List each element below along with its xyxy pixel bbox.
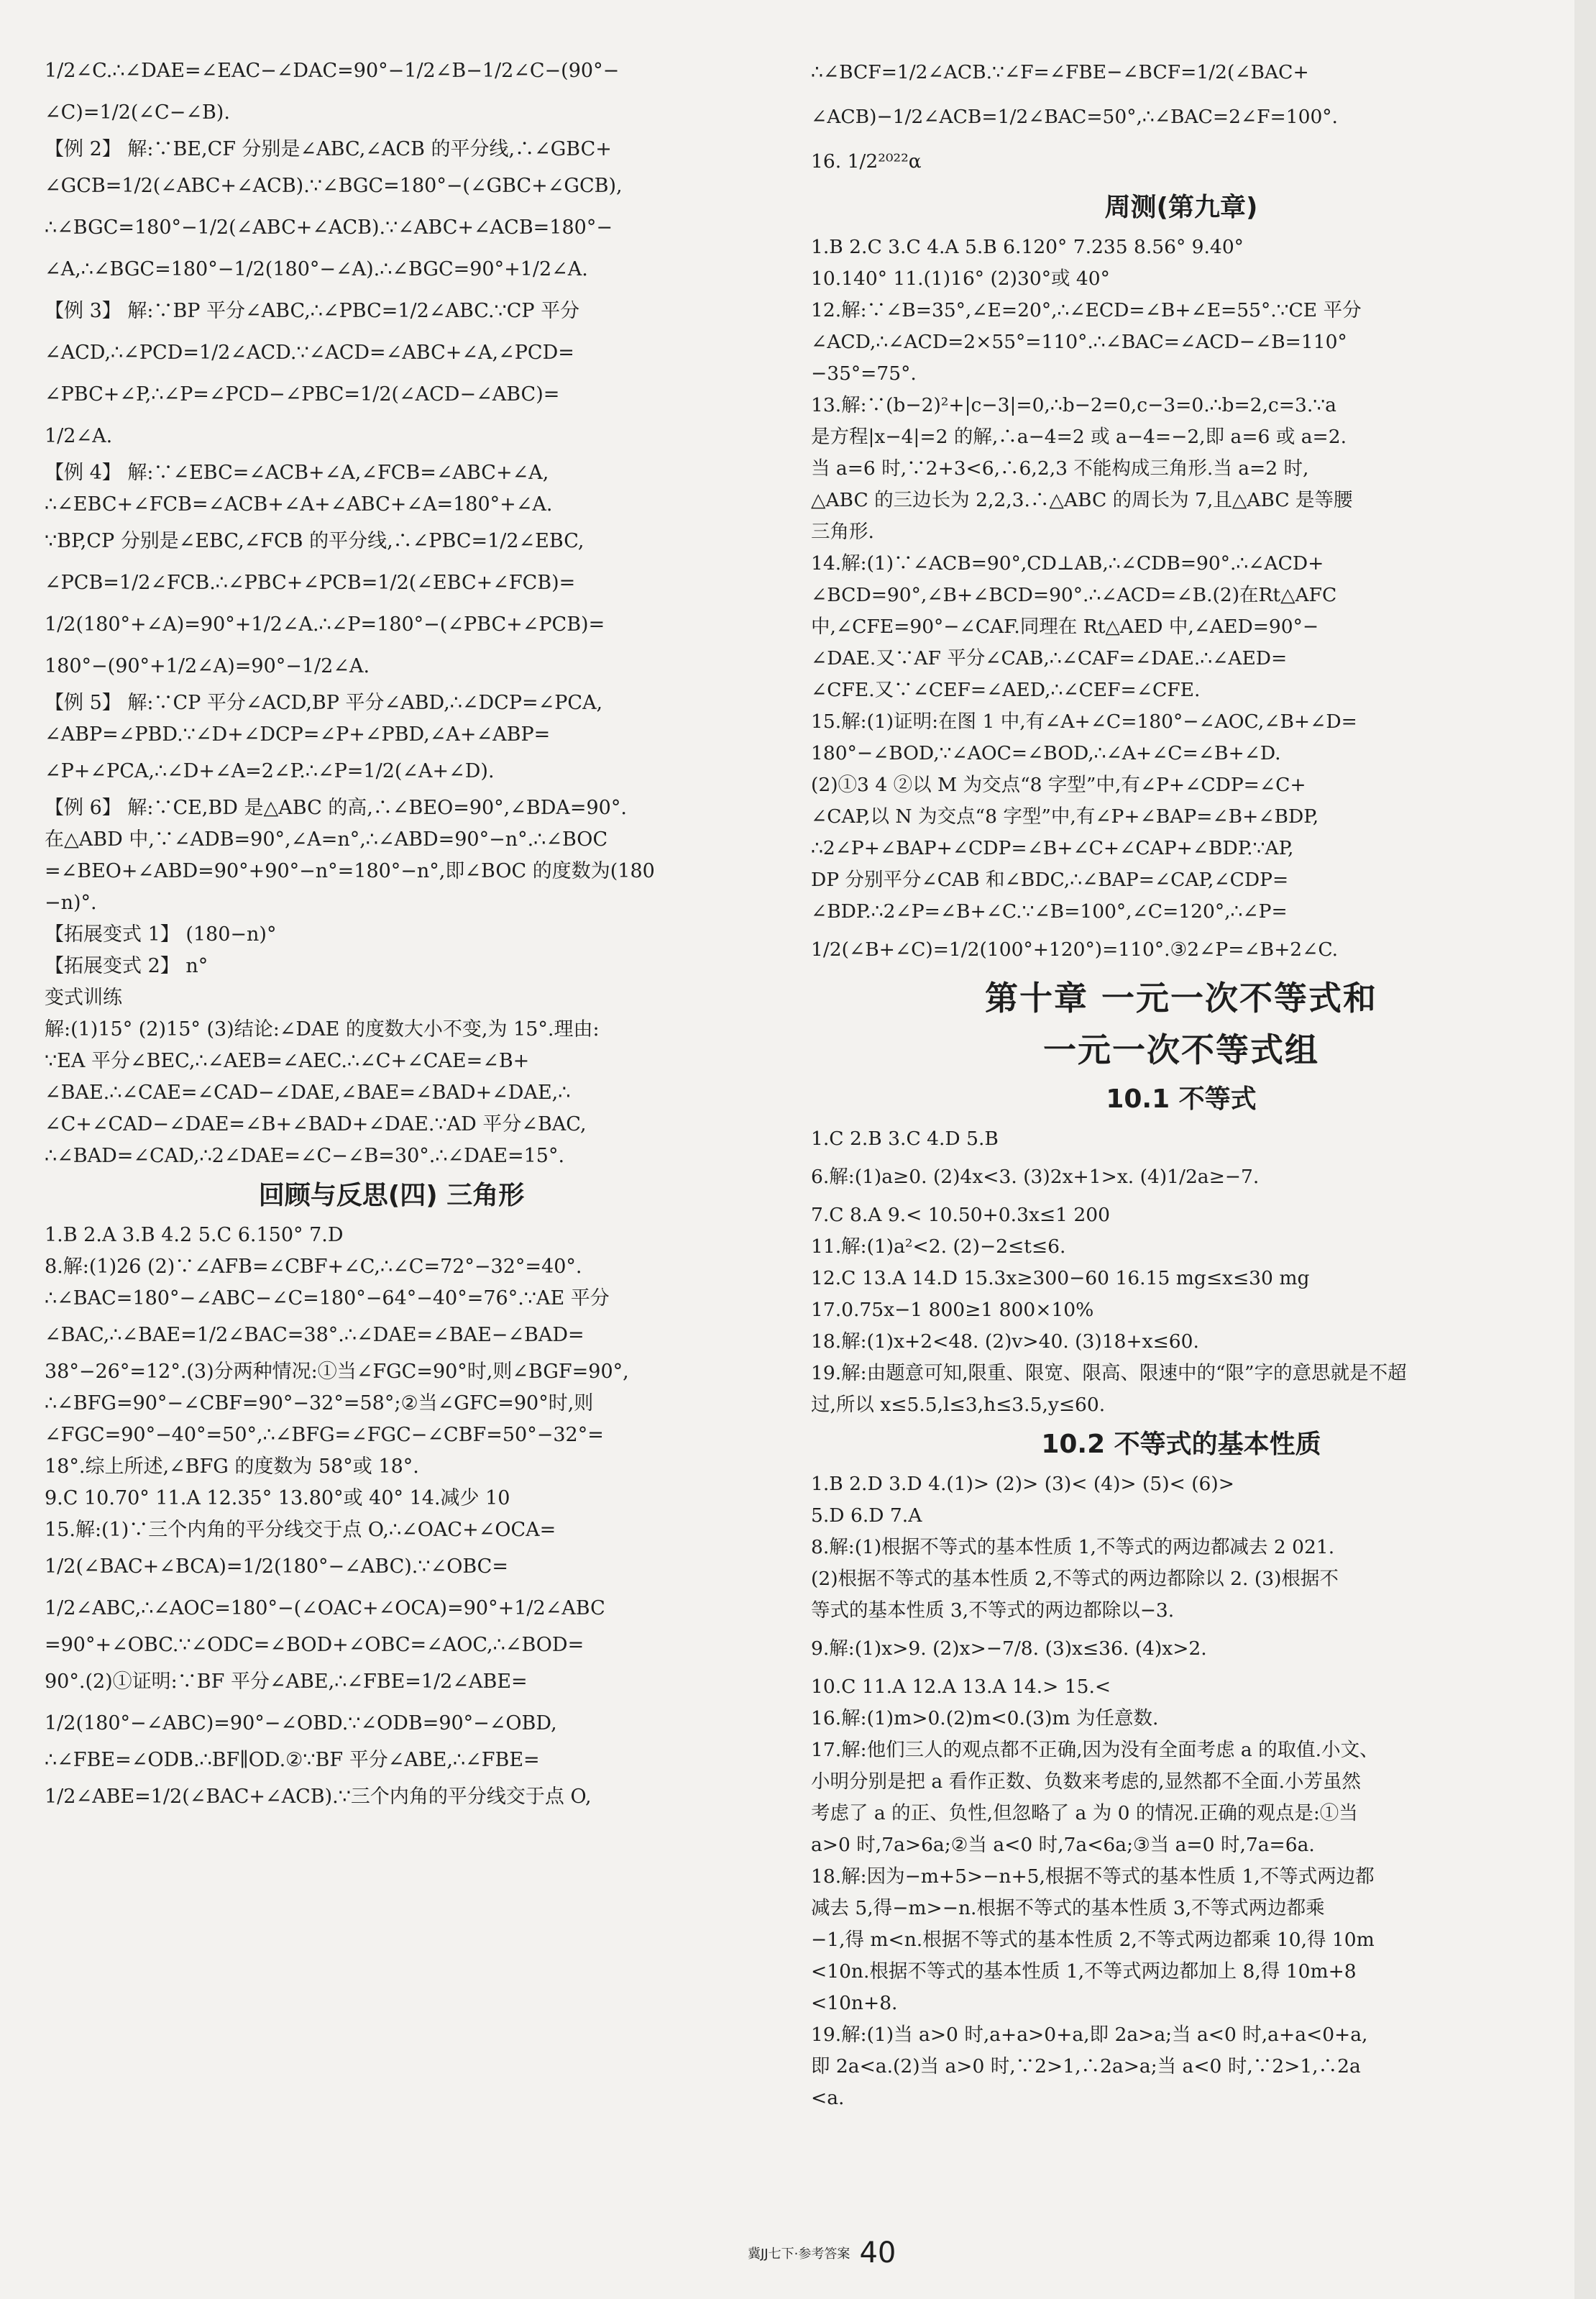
text-line: 【拓展变式 1】 (180−n)° [45,923,277,946]
text-line: ∠BAE.∴∠CAE=∠CAD−∠DAE,∠BAE=∠BAD+∠DAE,∴ [45,1082,571,1104]
section-heading: 10.1 不等式 [1106,1084,1257,1114]
text-line: ∠BAC,∴∠BAE=1/2∠BAC=38°.∴∠DAE=∠BAE−∠BAD= [45,1324,584,1346]
text-line: 【例 4】 解:∵∠EBC=∠ACB+∠A,∠FCB=∠ABC+∠A, [45,462,549,484]
text-line: 8.解:(1)26 (2)∵∠AFB=∠CBF+∠C,∴∠C=72°−32°=40°. [45,1256,582,1278]
text-line: (2)根据不等式的基本性质 2,不等式的两边都除以 2. (3)根据不 [811,1568,1339,1590]
text-line: △ABC 的三边长为 2,2,3.∴△ABC 的周长为 7,且△ABC 是等腰 [811,489,1353,511]
text-line: ∴∠FBE=∠ODB.∴BF∥OD.②∵BF 平分∠ABE,∴∠FBE= [45,1749,540,1771]
text-line: 7.C 8.A 9.< 10.50+0.3x≤1 200 [811,1204,1110,1226]
text-line: 17.0.75x−1 800≥1 800×10% [811,1299,1094,1321]
text-line: 1.B 2.C 3.C 4.A 5.B 6.120° 7.235 8.56° 9.40° [811,236,1244,258]
text-line: −n)°. [45,892,97,914]
text-line: ∠C+∠CAD−∠DAE=∠B+∠BAD+∠DAE.∵AD 平分∠BAC, [45,1113,587,1135]
text-line: 当 a=6 时,∵2+3<6,∴6,2,3 不能构成三角形.当 a=2 时, [811,457,1309,480]
text-line: ∠P+∠PCA,∴∠D+∠A=2∠P.∴∠P=1/2(∠A+∠D). [45,760,495,782]
text-line: ∠GCB=1/2(∠ABC+∠ACB).∵∠BGC=180°−(∠GBC+∠GCB), [45,175,623,197]
text-line: ∠PCB=1/2∠FCB.∴∠PBC+∠PCB=1/2(∠EBC+∠FCB)= [45,572,576,594]
text-line: 在△ABD 中,∵∠ADB=90°,∠A=n°,∴∠ABD=90°−n°.∴∠BOC [45,828,608,851]
right-column [811,50,1551,2114]
text-line: ∵EA 平分∠BEC,∴∠AEB=∠AEC.∴∠C+∠CAE=∠B+ [45,1050,530,1072]
chapter-title: 一元一次不等式组 [1043,1030,1319,1069]
text-line: 17.解:他们三人的观点都不正确,因为没有全面考虑 a 的取值.小文、 [811,1739,1379,1761]
text-line: <10n.根据不等式的基本性质 1,不等式两边都加上 8,得 10m+8 [811,1960,1357,1983]
text-line: 变式训练 [45,987,122,1009]
text-line: ∴∠EBC+∠FCB=∠ACB+∠A+∠ABC+∠A=180°+∠A. [45,493,553,516]
text-line: −1,得 m<n.根据不等式的基本性质 2,不等式两边都乘 10,得 10m [811,1929,1375,1951]
text-line: 1/2∠C.∴∠DAE=∠EAC−∠DAC=90°−1/2∠B−1/2∠C−(90°− [45,60,620,82]
text-line: 13.解:∵(b−2)²+|c−3|=0,∴b−2=0,c−3=0.∴b=2,c=3.∵a [811,394,1336,416]
text-line: ∠ABP=∠PBD.∵∠D+∠DCP=∠P+∠PBD,∠A+∠ABP= [45,723,551,746]
text-line: ∠DAE.又∵AF 平分∠CAB,∴∠CAF=∠DAE.∴∠AED= [811,647,1288,669]
text-line: ∠PBC+∠P,∴∠P=∠PCD−∠PBC=1/2(∠ACD−∠ABC)= [45,383,560,406]
text-line: 等式的基本性质 3,不等式的两边都除以−3. [811,1599,1175,1622]
text-line: ∴∠BCF=1/2∠ACB.∵∠F=∠FBE−∠BCF=1/2(∠BAC+ [811,61,1309,83]
text-line: 考虑了 a 的正、负性,但忽略了 a 为 0 的情况.正确的观点是:①当 [811,1802,1358,1824]
text-line: 10.C 11.A 12.A 13.A 14.> 15.< [811,1676,1111,1698]
text-line: ∠ACB)−1/2∠ACB=1/2∠BAC=50°,∴∠BAC=2∠F=100°. [811,106,1338,128]
text-line: 38°−26°=12°.(3)分两种情况:①当∠FGC=90°时,则∠BGF=90°, [45,1361,629,1383]
text-line: 【例 2】 解:∵BE,CF 分别是∠ABC,∠ACB 的平分线,∴∠GBC+ [45,138,612,160]
text-line: 19.解:(1)当 a>0 时,a+a>0+a,即 2a>a;当 a<0 时,a+a<0+a, [811,2024,1368,2046]
text-line: 15.解:(1)∵三个内角的平分线交于点 O,∴∠OAC+∠OCA= [45,1519,556,1541]
text-line: 1.C 2.B 3.C 4.D 5.B [811,1128,999,1150]
text-line: ∠FGC=90°−40°=50°,∴∠BFG=∠FGC−∠CBF=50°−32°= [45,1424,604,1446]
text-line: 【拓展变式 2】 n° [45,955,208,977]
text-line: 6.解:(1)a≥0. (2)4x<3. (3)2x+1>x. (4)1/2a≥−7. [811,1166,1260,1188]
text-line: 1/2(180°−∠ABC)=90°−∠OBD.∵∠ODB=90°−∠OBD, [45,1712,557,1734]
text-line: <a. [811,2087,845,2109]
text-line: 小明分别是把 a 看作正数、负数来考虑的,显然都不全面.小芳虽然 [811,1770,1361,1793]
text-line: 18.解:(1)x+2<48. (2)v>40. (3)18+x≤60. [811,1330,1199,1353]
text-line: 1/2(∠BAC+∠BCA)=1/2(180°−∠ABC).∵∠OBC= [45,1555,508,1578]
text-line: 16. 1/2²⁰²²α [811,150,922,173]
text-line: 18.解:因为−m+5>−n+5,根据不等式的基本性质 1,不等式两边都 [811,1865,1375,1888]
page-number: 40 [859,2236,896,2270]
text-line: ∠CFE.又∵∠CEF=∠AED,∴∠CEF=∠CFE. [811,679,1201,701]
text-line: 15.解:(1)证明:在图 1 中,有∠A+∠C=180°−∠AOC,∠B+∠D= [811,710,1357,733]
text-line: 三角形. [811,521,874,543]
text-line: 即 2a<a.(2)当 a>0 时,∵2>1,∴2a>a;当 a<0 时,∵2>1,∴2a [811,2055,1361,2078]
left-column [45,50,738,1818]
section-heading: 10.2 不等式的基本性质 [1041,1430,1321,1459]
text-line: 90°.(2)①证明:∵BF 平分∠ABE,∴∠FBE=1/2∠ABE= [45,1670,528,1693]
text-line: 解:(1)15° (2)15° (3)结论:∠DAE 的度数大小不变,为 15°.理由: [45,1018,600,1041]
text-line: ∠CAP,以 N 为交点“8 字型”中,有∠P+∠BAP=∠B+∠BDP, [811,805,1319,828]
footer-label: 冀JJ七下·参考答案 [748,2247,850,2262]
text-line: 1/2(∠B+∠C)=1/2(100°+120°)=110°.③2∠P=∠B+2∠C. [811,938,1339,961]
text-line: 12.解:∵∠B=35°,∠E=20°,∴∠ECD=∠B+∠E=55°.∵CE 平分 [811,299,1362,321]
text-line: 12.C 13.A 14.D 15.3x≥300−60 16.15 mg≤x≤30 mg [811,1267,1310,1289]
text-line: 11.解:(1)a²<2. (2)−2≤t≤6. [811,1235,1066,1258]
text-line: 1/2∠ABE=1/2(∠BAC+∠ACB).∵三个内角的平分线交于点 O, [45,1786,592,1808]
text-line: 1/2∠A. [45,425,113,447]
text-line: =90°+∠OBC.∵∠ODC=∠BOD+∠OBC=∠AOC,∴∠BOD= [45,1634,584,1656]
page-footer [748,2236,963,2270]
text-line: ∠C)=1/2(∠C−∠B). [45,101,230,124]
text-line: 18°.综上所述,∠BFG 的度数为 58°或 18°. [45,1455,419,1478]
text-line: 1/2∠ABC,∴∠AOC=180°−(∠OAC+∠OCA)=90°+1/2∠ABC [45,1597,605,1619]
text-line: ∴∠BAD=∠CAD,∴2∠DAE=∠C−∠B=30°.∴∠DAE=15°. [45,1145,565,1167]
text-line: 9.解:(1)x>9. (2)x>−7/8. (3)x≤36. (4)x>2. [811,1637,1207,1660]
text-line: 1/2(180°+∠A)=90°+1/2∠A.∴∠P=180°−(∠PBC+∠PCB)= [45,613,605,636]
text-line: 19.解:由题意可知,限重、限宽、限高、限速中的“限”字的意思就是不超 [811,1362,1407,1384]
text-line: 1.B 2.D 3.D 4.(1)> (2)> (3)< (4)> (5)< (6)> [811,1473,1234,1495]
text-line: 是方程|x−4|=2 的解,∴a−4=2 或 a−4=−2,即 a=6 或 a=2. [811,426,1347,448]
text-line: 5.D 6.D 7.A [811,1504,922,1527]
text-line: a>0 时,7a>6a;②当 a<0 时,7a<6a;③当 a=0 时,7a=6a. [811,1834,1315,1856]
text-line: <10n+8. [811,1992,898,2014]
text-line: ∴∠BAC=180°−∠ABC−∠C=180°−64°−40°=76°.∵AE 平分 [45,1287,610,1310]
text-line: 【例 3】 解:∵BP 平分∠ABC,∴∠PBC=1/2∠ABC.∵CP 平分 [45,300,580,322]
text-line: 10.140° 11.(1)16° (2)30°或 40° [811,268,1110,290]
text-line: 【例 6】 解:∵CE,BD 是△ABC 的高,∴∠BEO=90°,∠BDA=90°. [45,797,627,819]
text-line: 1.B 2.A 3.B 4.2 5.C 6.150° 7.D [45,1224,344,1246]
text-line: 14.解:(1)∵∠ACB=90°,CD⊥AB,∴∠CDB=90°.∴∠ACD+ [811,552,1324,575]
text-line: 减去 5,得−m>−n.根据不等式的基本性质 3,不等式两边都乘 [811,1897,1325,1919]
text-line: DP 分别平分∠CAB 和∠BDC,∴∠BAP=∠CAP,∠CDP= [811,869,1289,891]
text-line: ∠BCD=90°,∠B+∠BCD=90°.∴∠ACD=∠B.(2)在Rt△AFC [811,584,1337,606]
text-line: 8.解:(1)根据不等式的基本性质 1,不等式的两边都减去 2 021. [811,1536,1335,1558]
text-line: 过,所以 x≤5.5,l≤3,h≤3.5,y≤60. [811,1394,1106,1416]
weekly-test-heading: 周测(第九章) [1104,193,1258,222]
text-line: 9.C 10.70° 11.A 12.35° 13.80°或 40° 14.减少 10 [45,1487,510,1509]
text-line: ∴2∠P+∠BAP+∠CDP=∠B+∠C+∠CAP+∠BDP.∵AP, [811,837,1294,859]
text-line: −35°=75°. [811,362,917,385]
text-line: 180°−∠BOD,∵∠AOC=∠BOD,∴∠A+∠C=∠B+∠D. [811,742,1281,764]
text-line: 180°−(90°+1/2∠A)=90°−1/2∠A. [45,655,370,677]
chapter-title: 第十章 一元一次不等式和 [984,979,1377,1018]
text-line: ∠BDP.∴2∠P=∠B+∠C.∵∠B=100°,∠C=120°,∴∠P= [811,900,1288,923]
page-edge [1574,0,1596,2299]
text-line: ∠ACD,∴∠ACD=2×55°=110°.∴∠BAC=∠ACD−∠B=110° [811,331,1347,353]
review-heading: 回顾与反思(四) 三角形 [258,1181,525,1210]
text-line: ∠ACD,∴∠PCD=1/2∠ACD.∵∠ACD=∠ABC+∠A,∠PCD= [45,342,574,364]
text-line: =∠BEO+∠ABD=90°+90°−n°=180°−n°,即∠BOC 的度数为(180 [45,860,655,882]
text-line: ∴∠BFG=90°−∠CBF=90°−32°=58°;②当∠GFC=90°时,则 [45,1392,594,1414]
text-line: 【例 5】 解:∵CP 平分∠ACD,BP 平分∠ABD,∴∠DCP=∠PCA, [45,692,603,714]
text-line: ∵BP,CP 分别是∠EBC,∠FCB 的平分线,∴∠PBC=1/2∠EBC, [45,530,584,552]
text-line: 16.解:(1)m>0.(2)m<0.(3)m 为任意数. [811,1707,1159,1729]
text-line: ∴∠BGC=180°−1/2(∠ABC+∠ACB).∵∠ABC+∠ACB=180°− [45,216,613,239]
text-line: 中,∠CFE=90°−∠CAF.同理在 Rt△AED 中,∠AED=90°− [811,616,1319,638]
text-line: (2)①3 4 ②以 M 为交点“8 字型”中,有∠P+∠CDP=∠C+ [811,774,1306,796]
text-line: ∠A,∴∠BGC=180°−1/2(180°−∠A).∴∠BGC=90°+1/2∠A. [45,258,588,280]
